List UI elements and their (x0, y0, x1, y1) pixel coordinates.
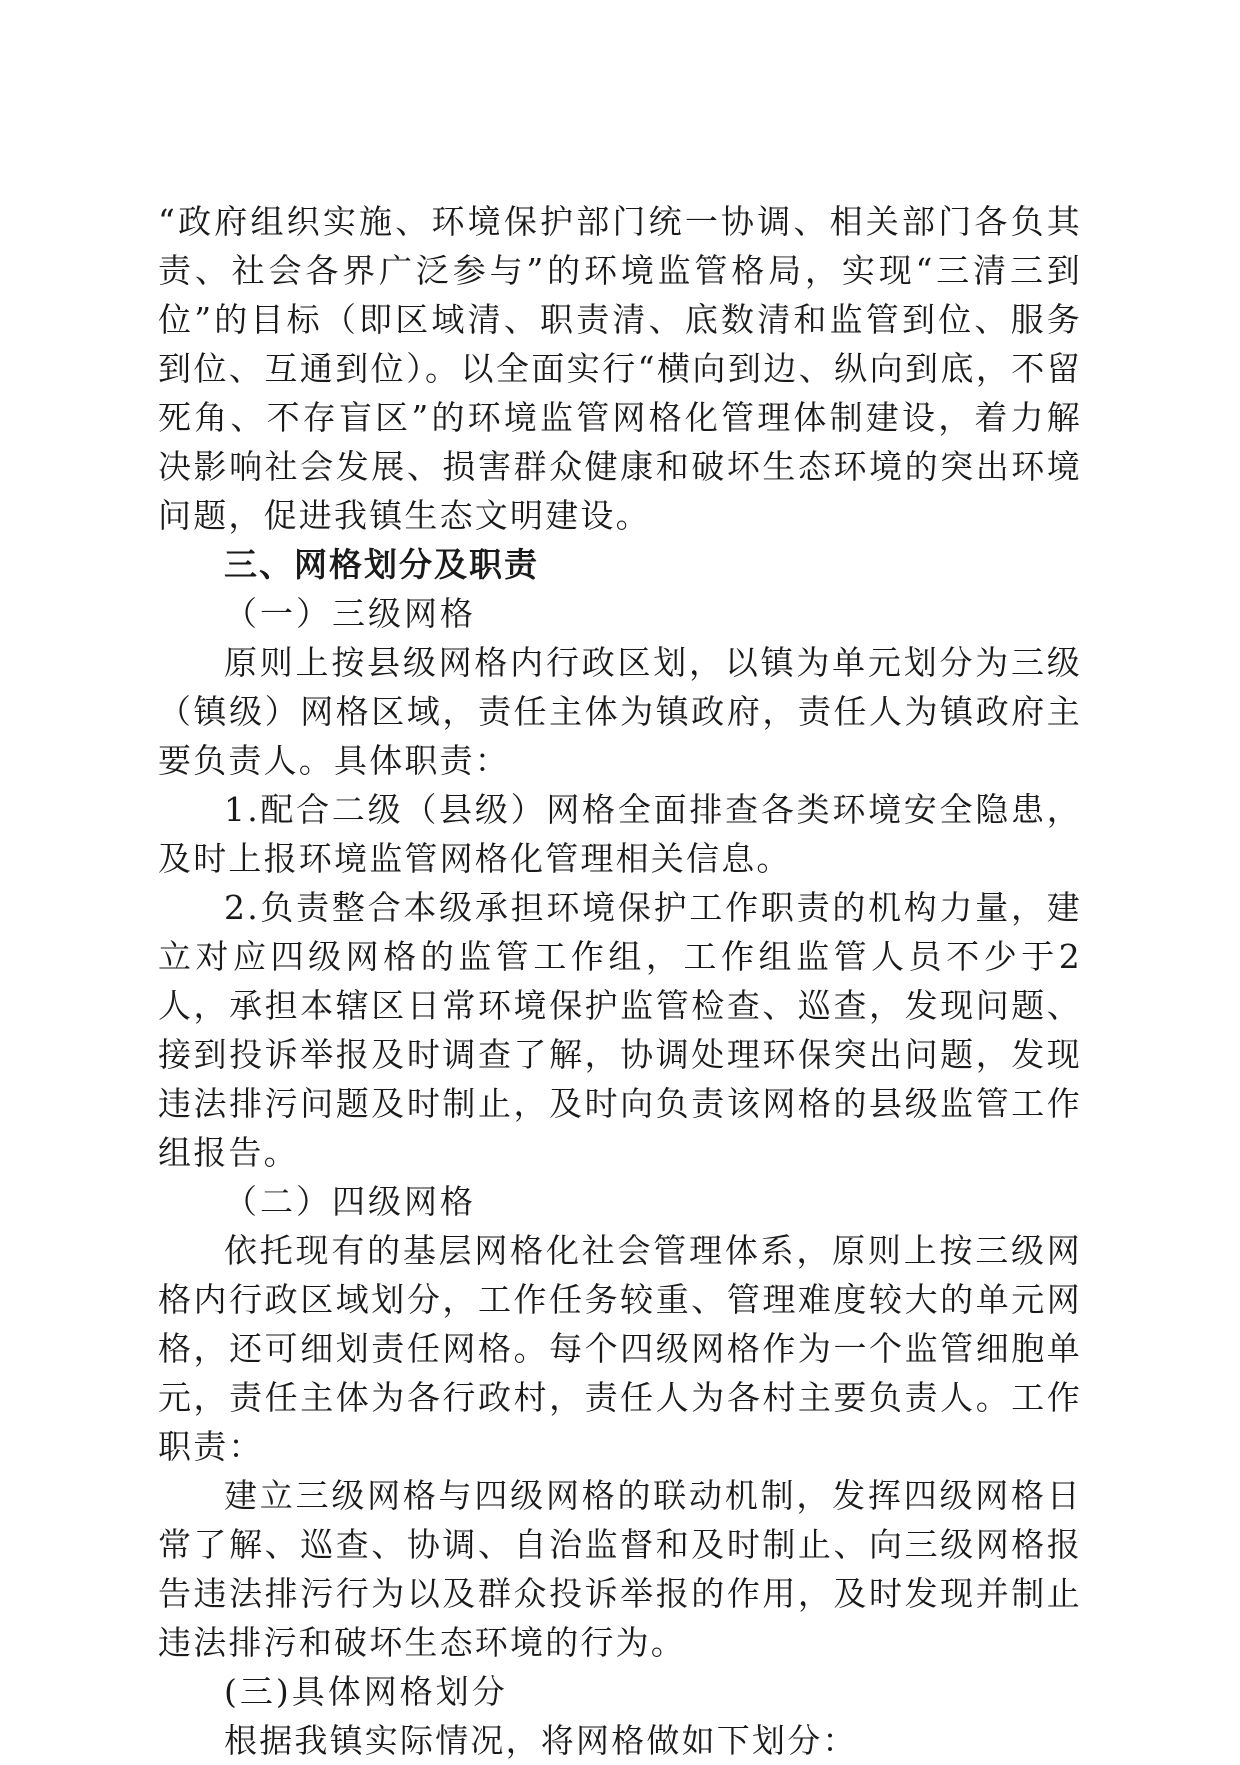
paragraph-duty-2: 2.负责整合本级承担环境保护工作职责的机构力量，建立对应四级网格的监管工作组，工作组监管人员不少于2人，承担本辖区日常环境保护监管检查、巡查，发现问题、接到投诉举报及时调查了解，协调处理环保突出问题，发现违法排污问题及时制止，及时向负责该网格的县级监管工作组报告。 (158, 888, 1082, 1172)
paragraph-level-three-principle: 原则上按县级网格内行政区划，以镇为单元划分为三级（镇级）网格区域，责任主体为镇政府，责任人为镇政府主要负责人。具体职责： (158, 643, 1082, 780)
paragraph-environmental-supervision-pattern: “政府组织实施、环境保护部门统一协调、相关部门各负其责、社会各界广泛参与”的环境监管格局，实现“三清三到位”的目标（即区域清、职责清、底数清和监管到位、服务到位、互通到位）。以全面实行“横向到边、纵向到底，不留死角、不存盲区”的环境监管网格化管理体制建设，着力解决影响社会发展、损害群众健康和破坏生态环境的突出环境问题，促进我镇生态文明建设。 (158, 202, 1082, 535)
document-body (158, 197, 1082, 1765)
paragraph-division-intro: 根据我镇实际情况，将网格做如下划分： (224, 1721, 858, 1760)
paragraph-level-four-principle: 依托现有的基层网格化社会管理体系，原则上按三级网格内行政区域划分，工作任务较重、管理难度较大的单元网格，还可细划责任网格。每个四级网格作为一个监管细胞单元，责任主体为各行政村，责任人为各村主要负责人。工作职责： (158, 1231, 1082, 1466)
subheading-level-three-grid: （一）三级网格 (224, 594, 476, 633)
subheading-level-four-grid: （二）四级网格 (224, 1182, 476, 1221)
subheading-specific-grid-division: (三)具体网格划分 (224, 1672, 508, 1711)
section-heading-grid-division: 三、网格划分及职责 (224, 545, 539, 584)
paragraph-linkage-mechanism: 建立三级网格与四级网格的联动机制，发挥四级网格日常了解、巡查、协调、自治监督和及时制止、向三级网格报告违法排污行为以及群众投诉举报的作用，及时发现并制止违法排污和破坏生态环境的行为。 (158, 1476, 1082, 1662)
paragraph-duty-1: 1.配合二级（县级）网格全面排查各类环境安全隐患，及时上报环境监管网格化管理相关信息。 (158, 790, 1082, 878)
